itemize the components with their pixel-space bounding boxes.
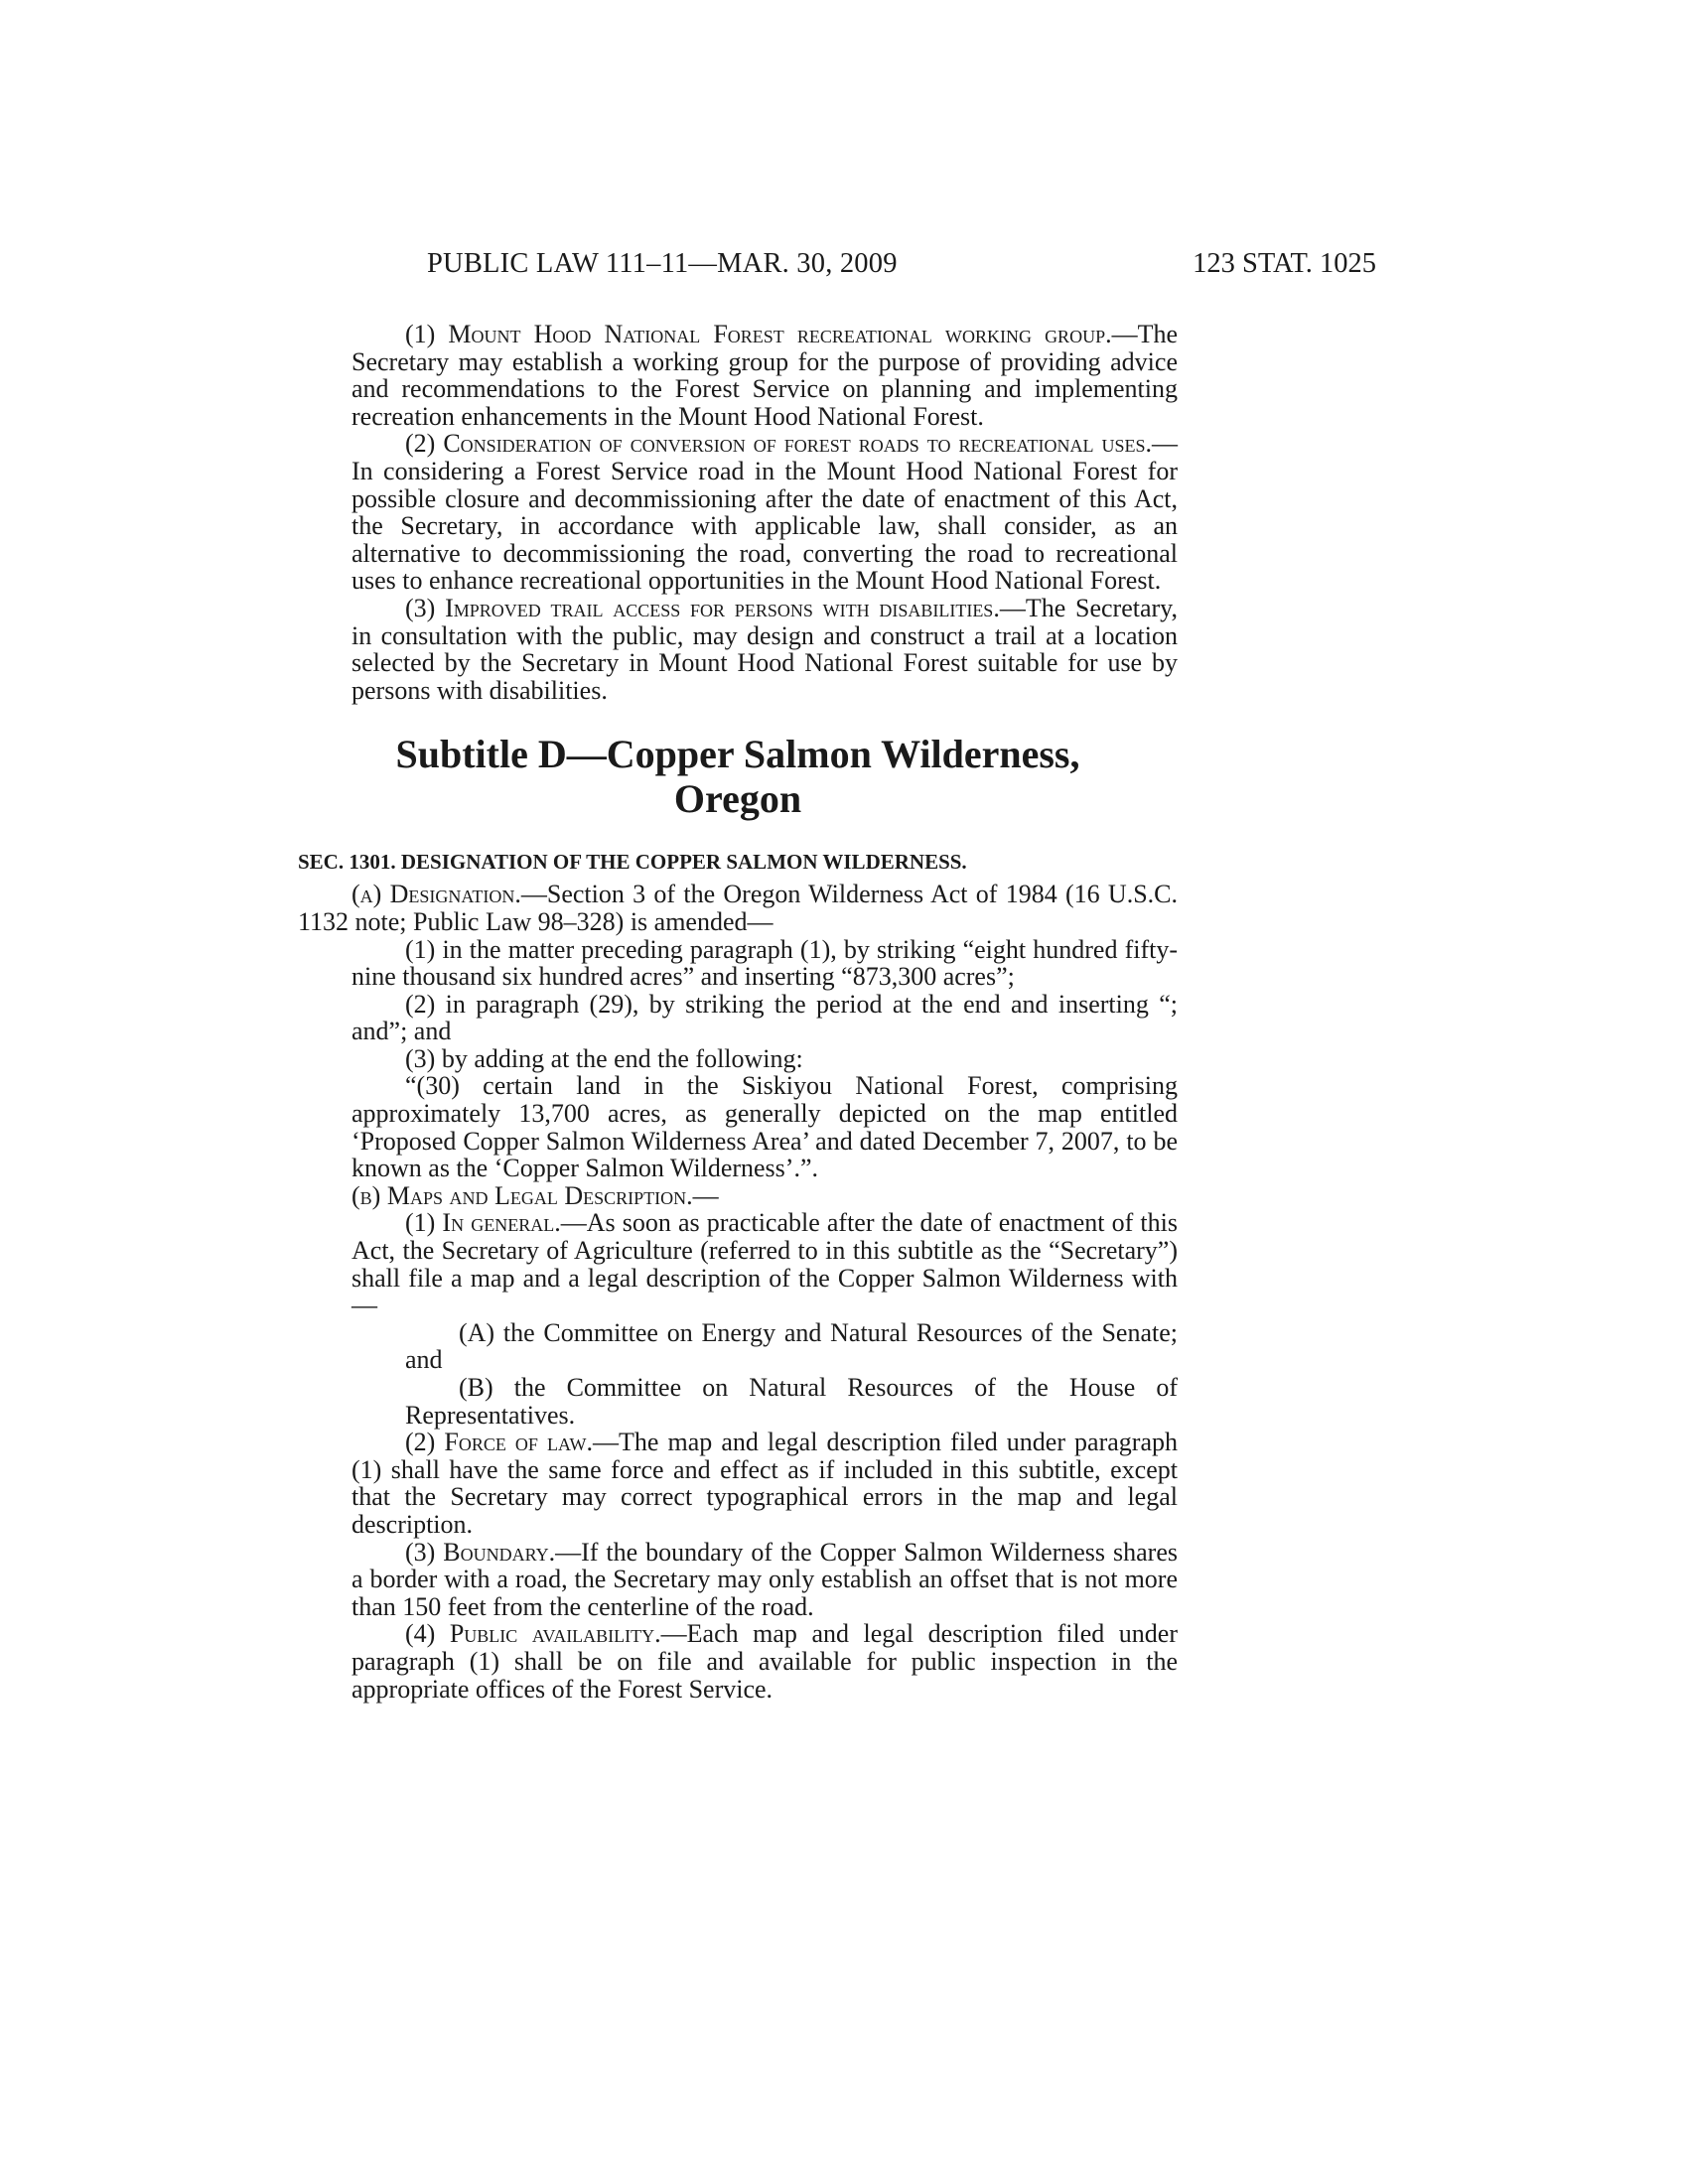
paragraph-b1 — [298, 1209, 1178, 1318]
paragraph-body: —The Secretary, in consultation with the public, may design and construct a trail at a location selected by the Secretary in Mount Hood National Forest suitable for use by persons with disabilities. — [352, 593, 1178, 705]
paragraph-body: —The Secretary may establish a working group for the purpose of providing advice and recommendations to the Forest Service on planning and implementing recreation enhancements in the Mount Hood National Forest. — [352, 320, 1178, 431]
subsection-b — [298, 1182, 1178, 1210]
paragraph-body: —In considering a Forest Service road in the Mount Hood National Forest for possible closure and decommissioning after the date of enactment of this Act, the Secretary, in accordance with applicable law, shall consider, as an alternative to decommissioning the road, converting the road to recreational uses to enhance recreational opportunities in the Mount Hood National Forest. — [352, 429, 1178, 596]
paragraph-heading: (4) Public availability. — [405, 1619, 661, 1649]
paragraph-b4 — [298, 1620, 1178, 1703]
paragraph-heading: (3) Boundary. — [405, 1537, 556, 1567]
paragraph-body: —As soon as practicable after the date of enactment of this Act, the Secretary of Agriculture (referred to in this subtitle as the “Secretary”) shall file a map and a legal description of the Copper Salmon Wilderness with— — [352, 1208, 1178, 1320]
subsection-heading: (b) Maps and Legal Description. — [352, 1180, 693, 1210]
paragraph-heading: (1) In general. — [405, 1208, 561, 1238]
paragraph-heading: (3) Improved trail access for persons with disabilities. — [405, 593, 1000, 622]
paragraph-b3 — [298, 1539, 1178, 1621]
paragraph-forest-roads — [298, 430, 1178, 595]
paragraph-heading: (1) Mount Hood National Forest recreational working group. — [405, 320, 1112, 348]
paragraph-body: —The map and legal description filed under paragraph (1) shall have the same force and effect as if included in this subtitle, except that the Secretary may correct typographical errors in the map and legal description. — [352, 1428, 1178, 1539]
paragraph-body: —If the boundary of the Copper Salmon Wilderness shares a border with a road, the Secretary may only establish an offset that is not more than 150 feet from the centerline of the road. — [352, 1537, 1178, 1621]
paragraph-b2 — [298, 1429, 1178, 1538]
paragraph-a2: (2) in paragraph (29), by striking the period at the end and inserting “; and”; and — [352, 989, 1178, 1046]
section-heading: SEC. 1301. DESIGNATION OF THE COPPER SALMON WILDERNESS. — [298, 850, 967, 875]
paragraph-a3: (3) by adding at the end the following: — [405, 1043, 803, 1073]
subparagraph-b1-B: (B) the Committee on Natural Resources of the House of Representatives. — [405, 1373, 1178, 1430]
subsection-body: — — [692, 1180, 719, 1210]
running-header-title: PUBLIC LAW 111–11—MAR. 30, 2009 — [427, 248, 898, 279]
quoted-paragraph-30: “(30) certain land in the Siskiyou National Forest, comprising approximately 13,700 acres, as generally depicted on the map entitled ‘Proposed Copper Salmon Wilderness Area’ and dated December 7, 2007, to be known as the ‘Copper Salmon Wilderness’.”. — [352, 1071, 1178, 1183]
paragraph-working-group — [298, 321, 1178, 430]
paragraph-trail-access — [298, 595, 1178, 704]
running-header-page-ref: 123 STAT. 1025 — [1193, 248, 1376, 279]
paragraph-a1: (1) in the matter preceding paragraph (1), by striking “eight hundred fifty-nine thousand six hundred acres” and inserting “873,300 acres”; — [352, 934, 1178, 992]
subparagraph-b1-A: (A) the Committee on Energy and Natural Resources of the Senate; and — [405, 1317, 1178, 1375]
body-text — [298, 321, 1178, 1703]
running-header — [298, 248, 1376, 288]
subsection-a — [298, 881, 1178, 935]
paragraph-heading: (2) Consideration of conversion of forest roads to recreational uses. — [405, 429, 1152, 459]
subsection-heading: (a) Designation. — [352, 880, 521, 909]
subsection-body: —Section 3 of the Oregon Wilderness Act of 1984 (16 U.S.C. 1132 note; Public Law 98–328) is amended— — [298, 880, 1178, 936]
paragraph-body: —Each map and legal description filed under paragraph (1) shall be on file and available for public inspection in the appropriate offices of the Forest Service. — [352, 1619, 1178, 1704]
subtitle-heading: Subtitle D—Copper Salmon Wilderness, Oregon — [395, 732, 1080, 822]
paragraph-heading: (2) Force of law. — [405, 1428, 594, 1457]
